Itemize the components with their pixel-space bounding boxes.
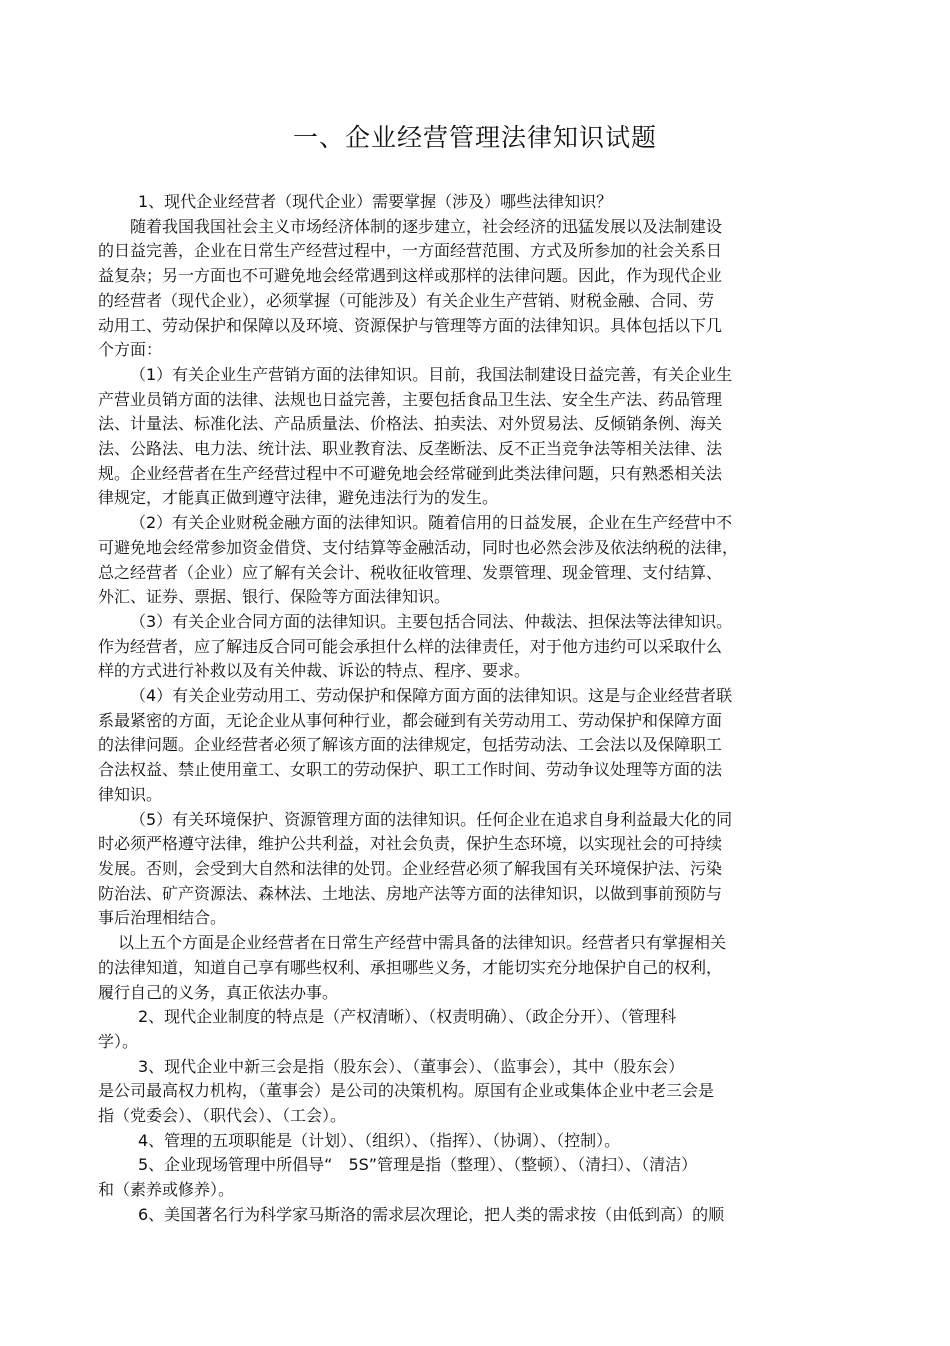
text-line: 的经营者（现代企业），必须掌握（可能涉及）有关企业生产营销、财税金融、合同、劳 <box>98 290 715 310</box>
paragraph <box>98 1203 818 1228</box>
text-line: 发展。否则，会受到大自然和法律的处罚。企业经营必须了解我国有关环境保护法、污染 <box>98 858 723 878</box>
text-line: 4、管理的五项职能是（计划）、（组织）、（指挥）、（协调）、（控制）。 <box>138 1130 621 1150</box>
text-line: 可避免地会经常参加资金借贷、支付结算等金融活动，同时也必然会涉及依法纳税的法律， <box>98 537 739 557</box>
text-line: 5、企业现场管理中所倡导“ 5S”管理是指（整理）、（整顿）、（清扫）、（清洁） <box>138 1155 698 1175</box>
text-line: 事后治理相结合。 <box>98 908 227 928</box>
text-line: 总之经营者（企业）应了解有关会计、税收征收管理、发票管理、现金管理、支付结算、 <box>98 562 723 582</box>
text-line: 系最紧密的方面，无论企业从事何种行业，都会碰到有关劳动用工、劳动保护和保障方面 <box>98 710 723 730</box>
text-line: 学）。 <box>98 1031 139 1051</box>
paragraph <box>98 190 818 215</box>
text-line: 以上五个方面是企业经营者在日常生产经营中需具备的法律知识。经营者只有掌握相关 <box>118 933 727 953</box>
text-line: 6、美国著名行为科学家马斯洛的需求层次理论，把人类的需求按（由低到高）的顺 <box>138 1204 725 1224</box>
text-line: （4）有关企业劳动用工、劳动保护和保障方面方面的法律知识。这是与企业经营者联 <box>130 686 733 706</box>
text-line: 益复杂；另一方面也不可避免地会经常遇到这样或那样的法律问题。因此，作为现代企业 <box>98 266 723 286</box>
text-line: 是公司最高权力机构，（董事会）是公司的决策机构。原国有企业或集体企业中老三会是 <box>98 1081 715 1101</box>
paragraph <box>98 215 818 363</box>
text-line: 的日益完善，企业在日常生产经营过程中，一方面经营范围、方式及所参加的社会关系日 <box>98 241 723 261</box>
text-line: 履行自己的义务，真正依法办事。 <box>98 982 339 1002</box>
text-line: 指（党委会）、（职代会）、（工会）。 <box>98 1106 347 1126</box>
text-line: 法、公路法、电力法、统计法、职业教育法、反垄断法、反不正当竞争法等相关法律、法 <box>98 439 723 459</box>
text-line: 律知识。 <box>98 784 163 804</box>
text-line: 产营业员销方面的法律、法规也日益完善，主要包括食品卫生法、安全生产法、药品管理 <box>98 389 723 409</box>
text-line: 作为经营者，应了解违反合同可能会承担什么样的法律责任，对于他方违约可以采取什么 <box>98 636 723 656</box>
text-line: 的法律问题。企业经营者必须了解该方面的法律规定，包括劳动法、工会法以及保障职工 <box>98 735 723 755</box>
paragraph <box>98 511 818 610</box>
paragraph <box>98 684 818 808</box>
text-line: 合法权益、禁止使用童工、女职工的劳动保护、职工工作时间、劳动争议处理等方面的法 <box>98 760 723 780</box>
paragraph <box>98 610 818 684</box>
text-line: 动用工、劳动保护和保障以及环境、资源保护与管理等方面的法律知识。具体包括以下几 <box>98 315 723 335</box>
document-body <box>98 190 818 1228</box>
text-line: 3、现代企业中新三会是指（股东会）、（董事会）、（监事会），其中（股东会） <box>138 1056 685 1076</box>
text-line: 个方面： <box>98 340 163 360</box>
paragraph <box>98 808 818 932</box>
paragraph <box>98 931 818 1005</box>
paragraph <box>98 1129 818 1154</box>
text-line: 法、计量法、标准化法、产品质量法、价格法、拍卖法、对外贸易法、反倾销条例、海关 <box>98 414 723 434</box>
text-line: （5）有关环境保护、资源管理方面的法律知识。任何企业在追求自身利益最大化的同 <box>130 809 733 829</box>
text-line: 随着我国我国社会主义市场经济体制的逐步建立，社会经济的迅猛发展以及法制建设 <box>130 216 723 236</box>
text-line: 1、现代企业经营者（现代企业）需要掌握（涉及）哪些法律知识？ <box>138 192 613 211</box>
paragraph <box>98 1055 818 1129</box>
text-line: 时必须严格遵守法律，维护公共利益，对社会负责，保护生态环境，以实现社会的可持续 <box>98 834 723 854</box>
page-title: 一、企业经营管理法律知识试题 <box>292 123 657 152</box>
paragraph <box>98 363 818 511</box>
text-line: 防治法、矿产资源法、森林法、土地法、房地产法等方面的法律知识，以做到事前预防与 <box>98 883 723 903</box>
text-line: 律规定，才能真正做到遵守法律，避免违法行为的发生。 <box>98 488 499 508</box>
text-line: 和（素养或修养）。 <box>98 1180 235 1200</box>
text-line: （2）有关企业财税金融方面的法律知识。随着信用的日益发展，企业在生产经营中不 <box>130 513 733 533</box>
text-line: 规。企业经营者在生产经营过程中不可避免地会经常碰到此类法律问题，只有熟悉相关法 <box>98 463 723 483</box>
text-line: 样的方式进行补救以及有关仲裁、诉讼的特点、程序、要求。 <box>98 661 531 681</box>
text-line: 2、现代企业制度的特点是（产权清晰）、（权责明确）、（政企分开）、（管理科 <box>138 1007 677 1027</box>
text-line: （1）有关企业生产营销方面的法律知识。目前，我国法制建设日益完善，有关企业生 <box>130 364 733 384</box>
text-line: （3）有关企业合同方面的法律知识。主要包括合同法、仲裁法、担保法等法律知识。 <box>130 611 733 631</box>
paragraph <box>98 1153 818 1202</box>
text-line: 的法律知道，知道自己享有哪些权利、承担哪些义务，才能切实充分地保护自己的权利， <box>98 957 723 977</box>
text-line: 外汇、证券、票据、银行、保险等方面法律知识。 <box>98 587 451 607</box>
paragraph <box>98 1005 818 1054</box>
